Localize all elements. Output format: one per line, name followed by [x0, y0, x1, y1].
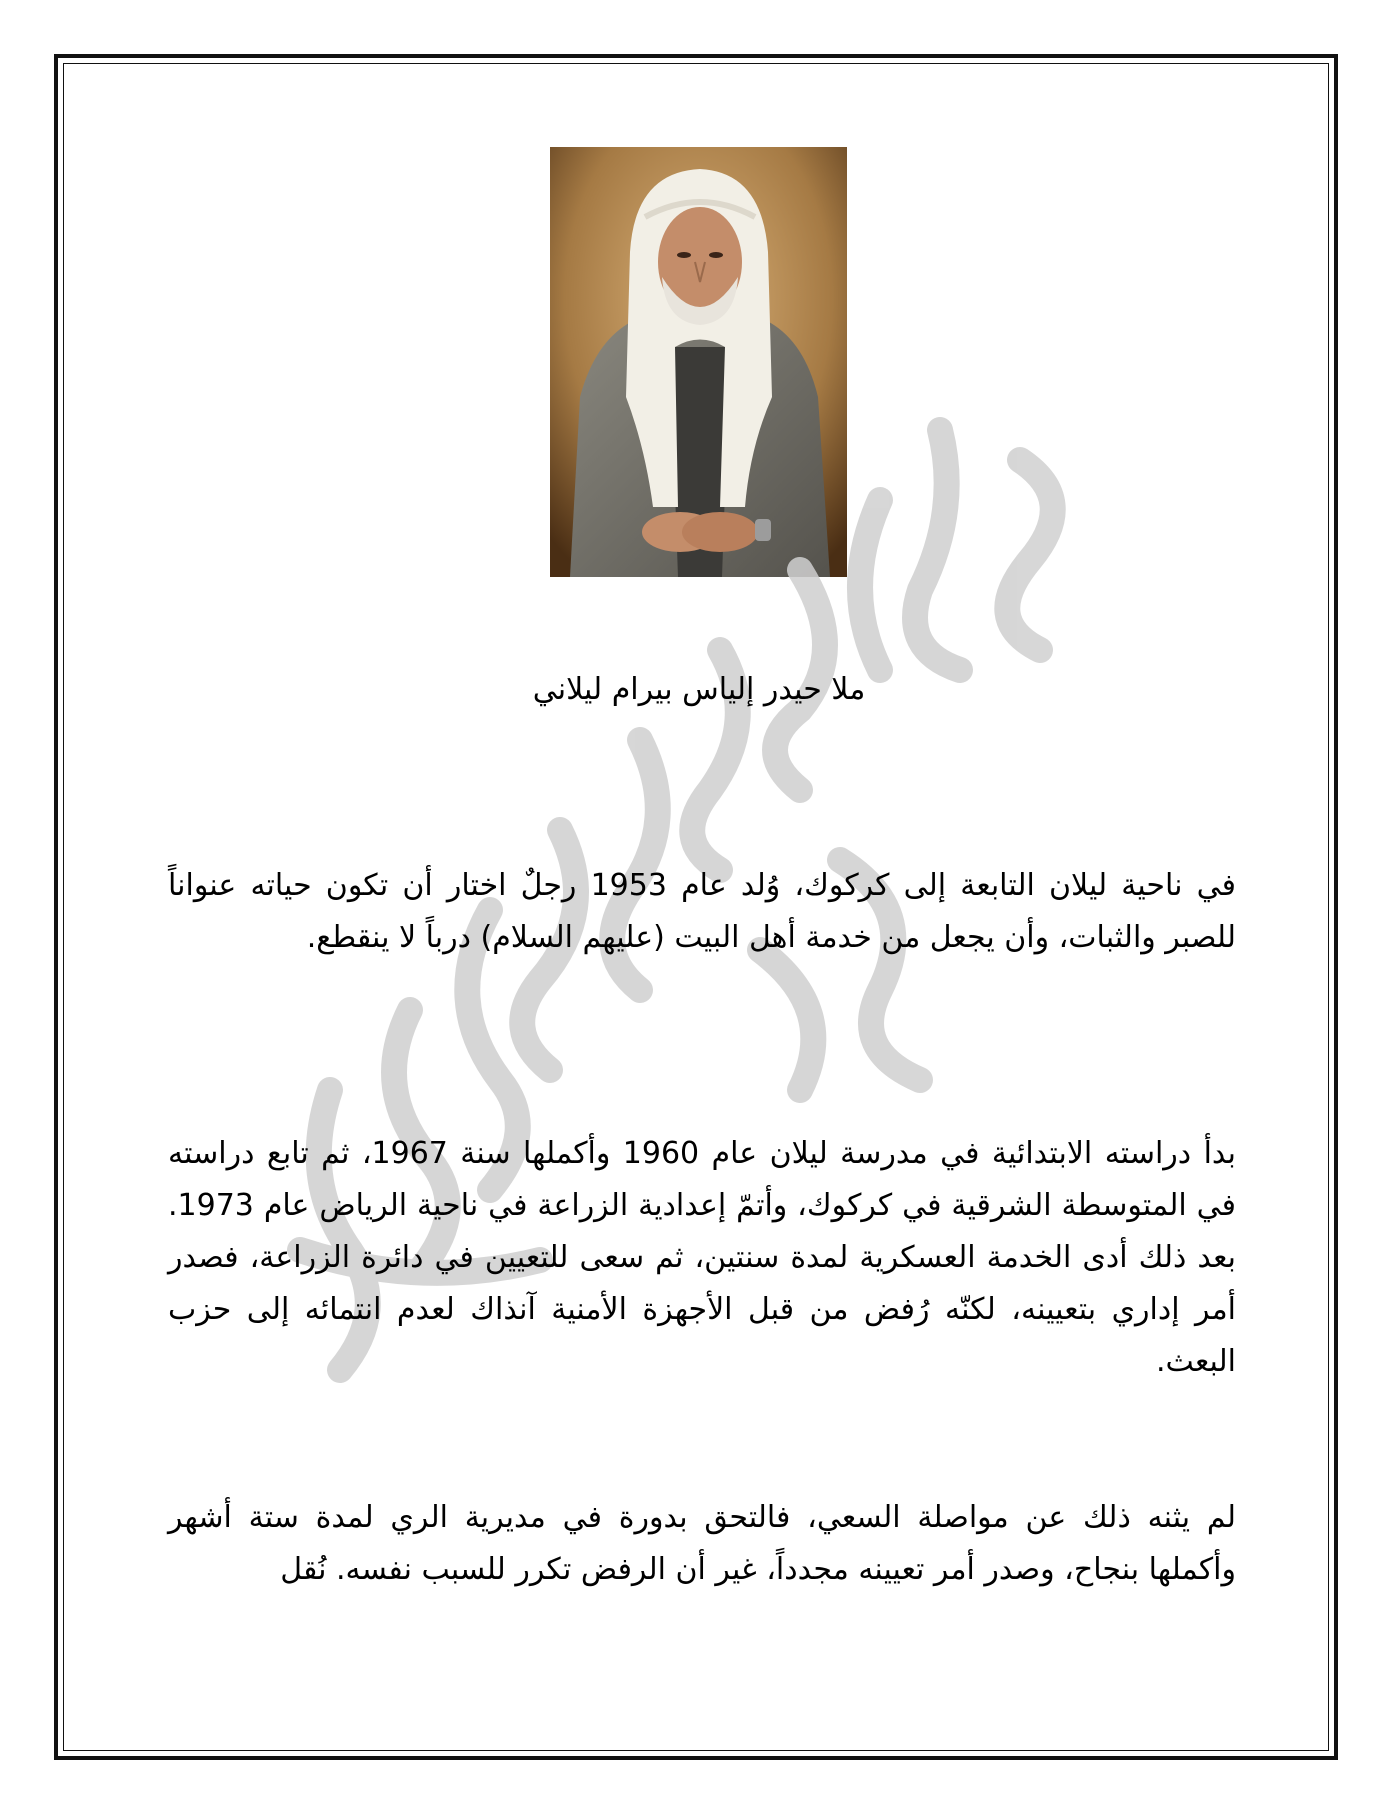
paragraph-career: لم يثنه ذلك عن مواصلة السعي، فالتحق بدورة في مديرية الري لمدة ستة أشهر وأكملها بنجاح، وصدر أمر تعيينه مجدداً، غير أن الرفض تكرر للسبب نفسه. نُقل [168, 1500, 1236, 1587]
paragraph-birth: في ناحية ليلان التابعة إلى كركوك، وُلد عام 1953 رجلٌ اختار أن تكون حياته عنواناً للصبر والثبات، وأن يجعل من خدمة أهل البيت (عليهم السلام) درباً لا ينقطع. [168, 868, 1236, 955]
paragraph-education: بدأ دراسته الابتدائية في مدرسة ليلان عام 1960 وأكملها سنة 1967، ثم تابع دراسته في المتوسطة الشرقية في كركوك، وأتمّ إعدادية الزراعة في ناحية الرياض عام 1973. بعد ذلك أدى الخدمة العسكرية لمدة سنتين، ثم سعى للتعيين في دائرة الزراعة، فصدر أمر إداري بتعيينه، لكنّه رُفض من قبل الأجهزة الأمنية آنذاك لعدم انتمائه إلى حزب البعث. [168, 1136, 1236, 1379]
portrait-photo [550, 147, 847, 577]
page-title: ملا حيدر إلياس بيرام ليلاني [532, 672, 866, 707]
